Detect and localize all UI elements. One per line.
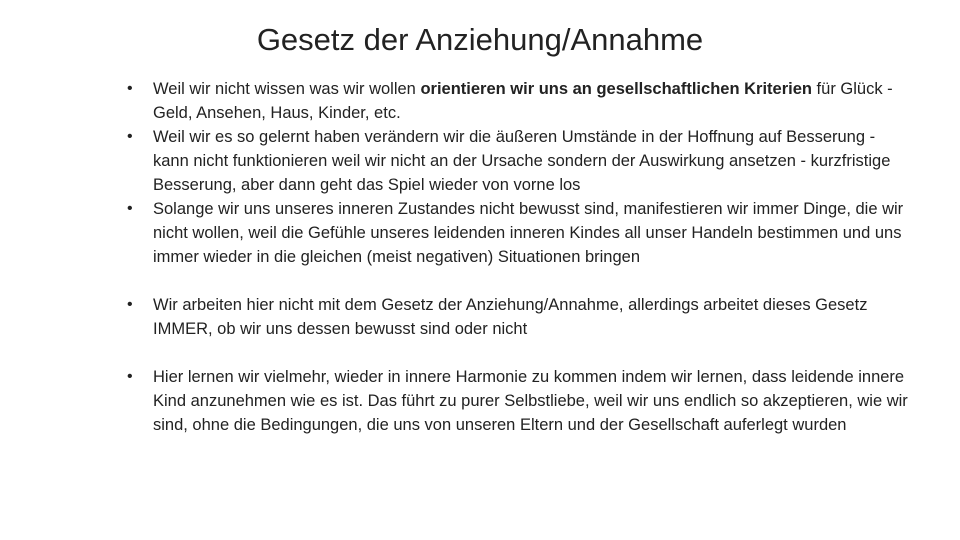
bullet-marker: • [127, 200, 133, 217]
bullet-item [120, 197, 910, 269]
bullet-text-bold: orientieren wir uns an gesellschaftlichen Kriterien [420, 80, 812, 98]
bullet-text-start: Weil wir nicht wissen was wir wollen [153, 80, 421, 98]
bullet-text: Wir arbeiten hier nicht mit dem Gesetz der Anziehung/Annahme, allerdings arbeitet dieses Gesetz IMMER, ob wir uns dessen bewusst sind oder nicht [153, 296, 868, 338]
bullet-list [120, 77, 910, 437]
bullet-item [120, 77, 910, 125]
bullet-item [120, 293, 910, 341]
bullet-text-end: für Glück - Geld, Ansehen, Haus, Kinder, etc. [153, 80, 893, 122]
bullet-marker: • [127, 128, 133, 145]
slide-title: Gesetz der Anziehung/Annahme [256, 22, 704, 57]
bullet-marker: • [127, 80, 133, 97]
bullet-marker: • [127, 296, 133, 313]
bullet-text: Weil wir es so gelernt haben verändern wir die äußeren Umstände in der Hoffnung auf Besserung - kann nicht funktionieren weil wir nicht an der Ursache sondern der Auswirkung ansetzen - kurzfristige Besserung, aber dann geht das Spiel wieder von vorne los [153, 128, 891, 194]
bullet-item [120, 365, 910, 437]
bullet-marker: • [127, 368, 133, 385]
bullet-text: Hier lernen wir vielmehr, wieder in innere Harmonie zu kommen indem wir lernen, dass leidende innere Kind anzunehmen wie es ist. Das führt zu purer Selbstliebe, weil wir uns endlich so akzeptieren, wie wir sind, ohne die Bedingungen, die uns von unseren Eltern und der Gesellschaft auferlegt wurden [153, 368, 908, 434]
bullet-text: Solange wir uns unseres inneren Zustandes nicht bewusst sind, manifestieren wir immer Dinge, die wir nicht wollen, weil die Gefühle unseres leidenden inneren Kindes all unser Handeln bestimmen und uns immer wieder in die gleichen (meist negativen) Situationen bringen [153, 200, 904, 266]
bullet-item [120, 125, 910, 197]
